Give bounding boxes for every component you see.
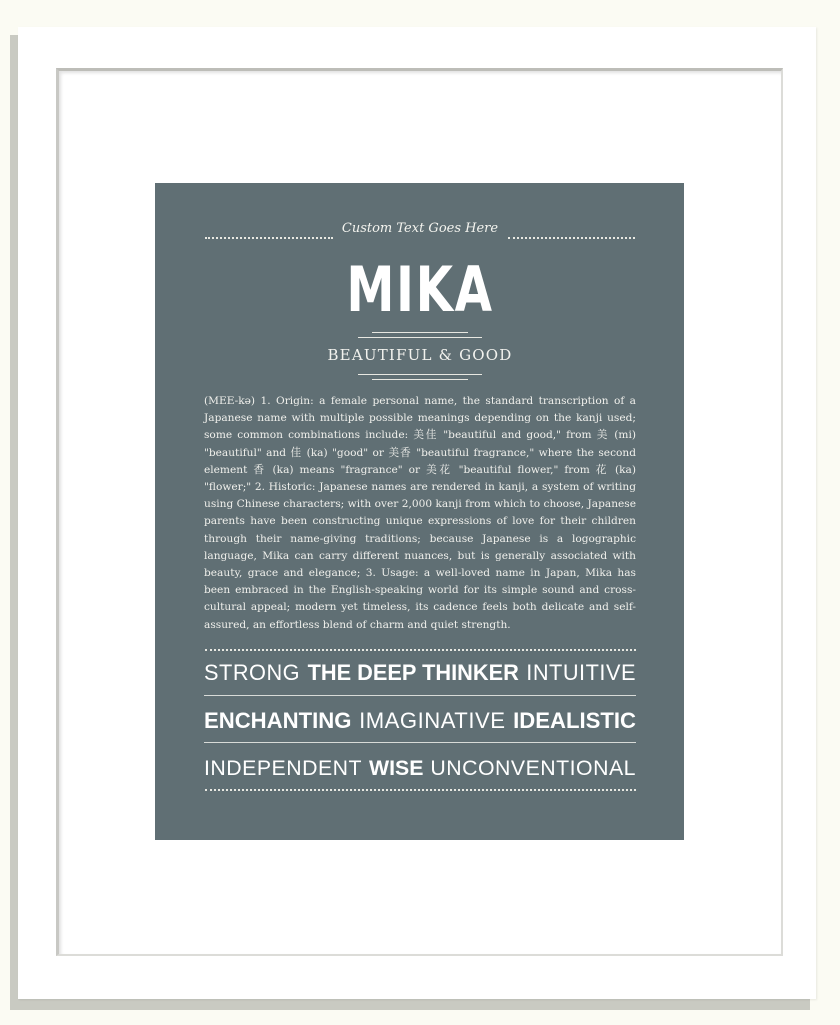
- meaning-rule-bottom-1: [358, 374, 482, 375]
- custom-text: Custom Text Goes Here: [341, 221, 499, 236]
- trait-word: ENCHANTING: [204, 708, 352, 733]
- meaning-rule-bottom-2: [372, 379, 468, 380]
- trait-word: THE DEEP THINKER: [307, 660, 519, 685]
- traits-row-2: [204, 704, 636, 738]
- trait-word: INDEPENDENT: [204, 755, 363, 780]
- traits-rule-2: [204, 742, 636, 743]
- print-name: MIKA: [346, 253, 494, 326]
- trait-word: IMAGINATIVE: [359, 708, 506, 733]
- name-definition: (MEE-kə) 1. Origin: a female personal name, the standard transcription of a Japanese name with multiple possible meanings depending on the kanji used; some common combinations include: 美佳 "beautiful and good," from 美 (mi) "beautiful" and 佳 (ka) "good" or 美香 "beautiful fragrance," where the second element 香 (ka) means "fragrance" or 美花 "beautiful flower," from 花 (ka) "flower;" 2. Historic: Japanese names are rendered in kanji, a system of writing using Chinese characters; with over 2,000 kanji from which to choose, Japanese parents have been constructing unique expressions of love for their children through their name-giving traditions; because Japanese is a logographic language, Mika can carry different nuances, but is generally associated with beauty, grace and elegance; 3. Usage: a well-loved name in Japan, Mika has been embraced in the English-speaking world for its simple sound and cross-cultural appeal; modern yet timeless, its cadence feels both delicate and self-assured, an effortless blend of charm and quiet strength.: [204, 395, 636, 631]
- header-dotted-rule-left: [205, 237, 333, 239]
- name-rule-top-1: [372, 332, 468, 333]
- traits-dotted-rule-bottom: [205, 789, 636, 791]
- trait-word: INTUITIVE: [526, 660, 636, 685]
- trait-word: IDEALISTIC: [513, 708, 636, 733]
- trait-word: UNCONVENTIONAL: [430, 755, 636, 780]
- traits-dotted-rule-top: [205, 649, 636, 651]
- traits-row-1: [204, 656, 636, 690]
- traits-row-3: [204, 751, 636, 785]
- trait-word: STRONG: [204, 660, 301, 685]
- trait-word: WISE: [369, 755, 424, 780]
- name-rule-top-2: [358, 337, 482, 338]
- header-dotted-rule-right: [508, 237, 635, 239]
- name-meaning: BEAUTIFUL & GOOD: [327, 346, 513, 364]
- traits-rule-1: [204, 695, 636, 696]
